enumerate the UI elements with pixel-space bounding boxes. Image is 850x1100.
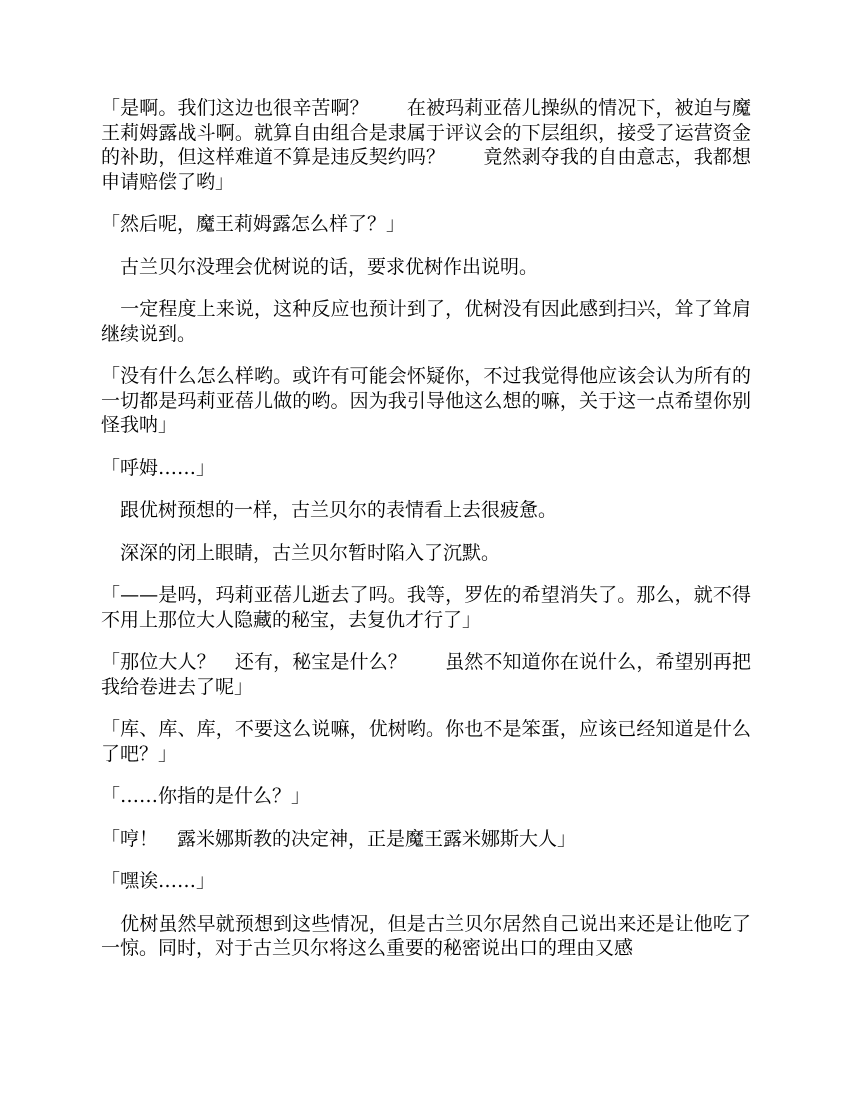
paragraph: 一定程度上来说，这种反应也预计到了，优树没有因此感到扫兴，耸了耸肩继续说到。: [101, 298, 751, 345]
paragraph: 「……你指的是什么？」: [101, 785, 311, 807]
paragraph: 「哼！ 露米娜斯教的决定神，正是魔王露米娜斯大人」: [101, 827, 577, 850]
paragraph: 「呼姆……」: [101, 456, 216, 479]
paragraph: 「然后呢，魔王莉姆露怎么样了？」: [101, 213, 406, 235]
paragraph: 「嘿诶……」: [101, 870, 216, 892]
paragraph: 「那位大人？ 还有，秘宝是什么？ 虽然不知道你在说什么，希望别再把我给卷进去了呢」: [101, 651, 751, 698]
paragraph: 「是啊。我们这边也很辛苦啊？ 在被玛莉亚蓓儿操纵的情况下，被迫与魔王莉姆露战斗啊。就算自由组合是隶属于评议会的下层组织，接受了运营资金的补助，但这样难道不算是违反契约吗？ 竟然剥夺我的自由意志，我都想申请赔偿了哟」: [101, 97, 751, 193]
paragraph: 「——是吗，玛莉亚蓓儿逝去了吗。我等，罗佐的希望消失了。那么，就不得不用上那位大人隐藏的秘宝，去复仇才行了」: [101, 584, 751, 631]
body-text: [101, 96, 751, 979]
paragraph: 优树虽然早就预想到这些情况，但是古兰贝尔居然自己说出来还是让他吃了一惊。同时，对于古兰贝尔将这么重要的秘密说出口的理由又感: [101, 912, 751, 959]
paragraph: 「没有什么怎么样哟。或许有可能会怀疑你，不过我觉得他应该会认为所有的一切都是玛莉亚蓓儿做的哟。因为我引导他这么想的嘛，关于这一点希望你别怪我呐」: [101, 365, 751, 436]
paragraph: 深深的闭上眼睛，古兰贝尔暂时陷入了沉默。: [101, 541, 501, 564]
paragraph: 古兰贝尔没理会优树说的话，要求优树作出说明。: [101, 255, 539, 278]
paragraph: 跟优树预想的一样，古兰贝尔的表情看上去很疲惫。: [101, 499, 558, 521]
paragraph: 「库、库、库，不要这么说嘛，优树哟。你也不是笨蛋，应该已经知道是什么了吧？」: [101, 718, 751, 765]
